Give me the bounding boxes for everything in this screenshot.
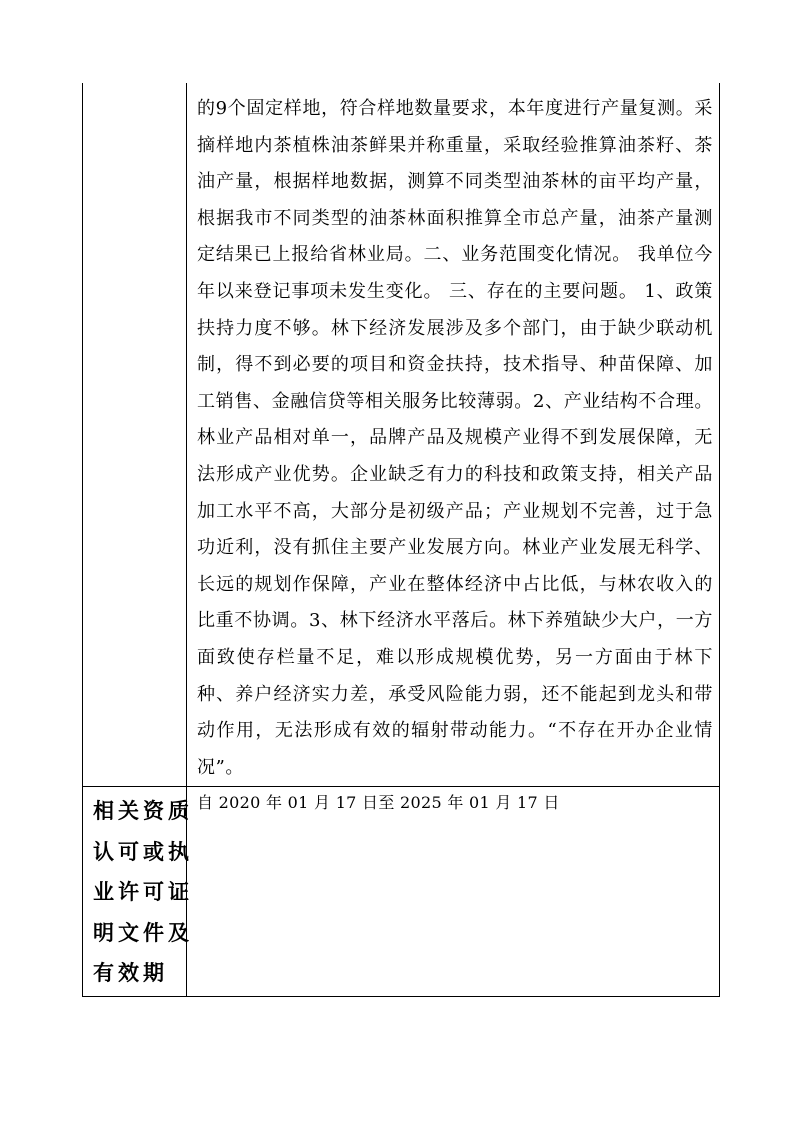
license-label-cell [83, 787, 193, 997]
empty-label-cell [83, 83, 187, 787]
annual-report-row [83, 83, 720, 787]
license-value-cell [187, 787, 720, 997]
license-label-line: 认可或执 [93, 839, 193, 864]
report-content-cell [187, 83, 720, 787]
license-label-line: 有效期 [93, 961, 168, 986]
report-body-text: 的9个固定样地，符合样地数量要求，本年度进行产量复测。采摘样地内茶植株油茶鲜果并称重量，采取经验推算油茶籽、茶油产量，根据样地数据，测算不同类型油茶林的亩平均产量，根据我市不同类型的油茶林面积推算全市总产量，油茶产量测定结果已上报给省林业局。二、业务范围变化情况。 我单位今年以来登记事项未发生变化。 三、存在的主要问题。 1、政策扶持力度不够。林下经济发展涉及多个部门，由于缺少联动机制，得不到必要的项目和资金扶持，技术指导、种苗保障、加工销售、金融信贷等相关服务比较薄弱。2、产业结构不合理。林业产品相对单一，品牌产品及规模产业得不到发展保障，无法形成产业优势。企业缺乏有力的科技和政策支持，相关产品加工水平不高，大部分是初级产品；产业规划不完善，过于急功近利，没有抓住主要产业发展方向。林业产业发展无科学、长远的规划作保障，产业在整体经济中占比低，与林农收入的比重不协调。3、林下经济水平落后。林下养殖缺少大户，一方面致使存栏量不足，难以形成规模优势，另一方面由于林下种、养户经济实力差，承受风险能力弱，还不能起到龙头和带动作用，无法形成有效的辐射带动能力。“不存在开办企业情况”。 [197, 98, 713, 778]
license-label-line: 业许可证 [93, 880, 193, 905]
license-row [83, 787, 720, 997]
license-field-label [83, 787, 193, 994]
report-table [82, 83, 720, 997]
license-label-line: 明文件及 [93, 920, 193, 945]
license-label-line: 相关资质 [93, 799, 193, 824]
license-validity-period: 自 2020 年 01 月 17 日至 2025 年 01 月 17 日 [197, 793, 560, 813]
